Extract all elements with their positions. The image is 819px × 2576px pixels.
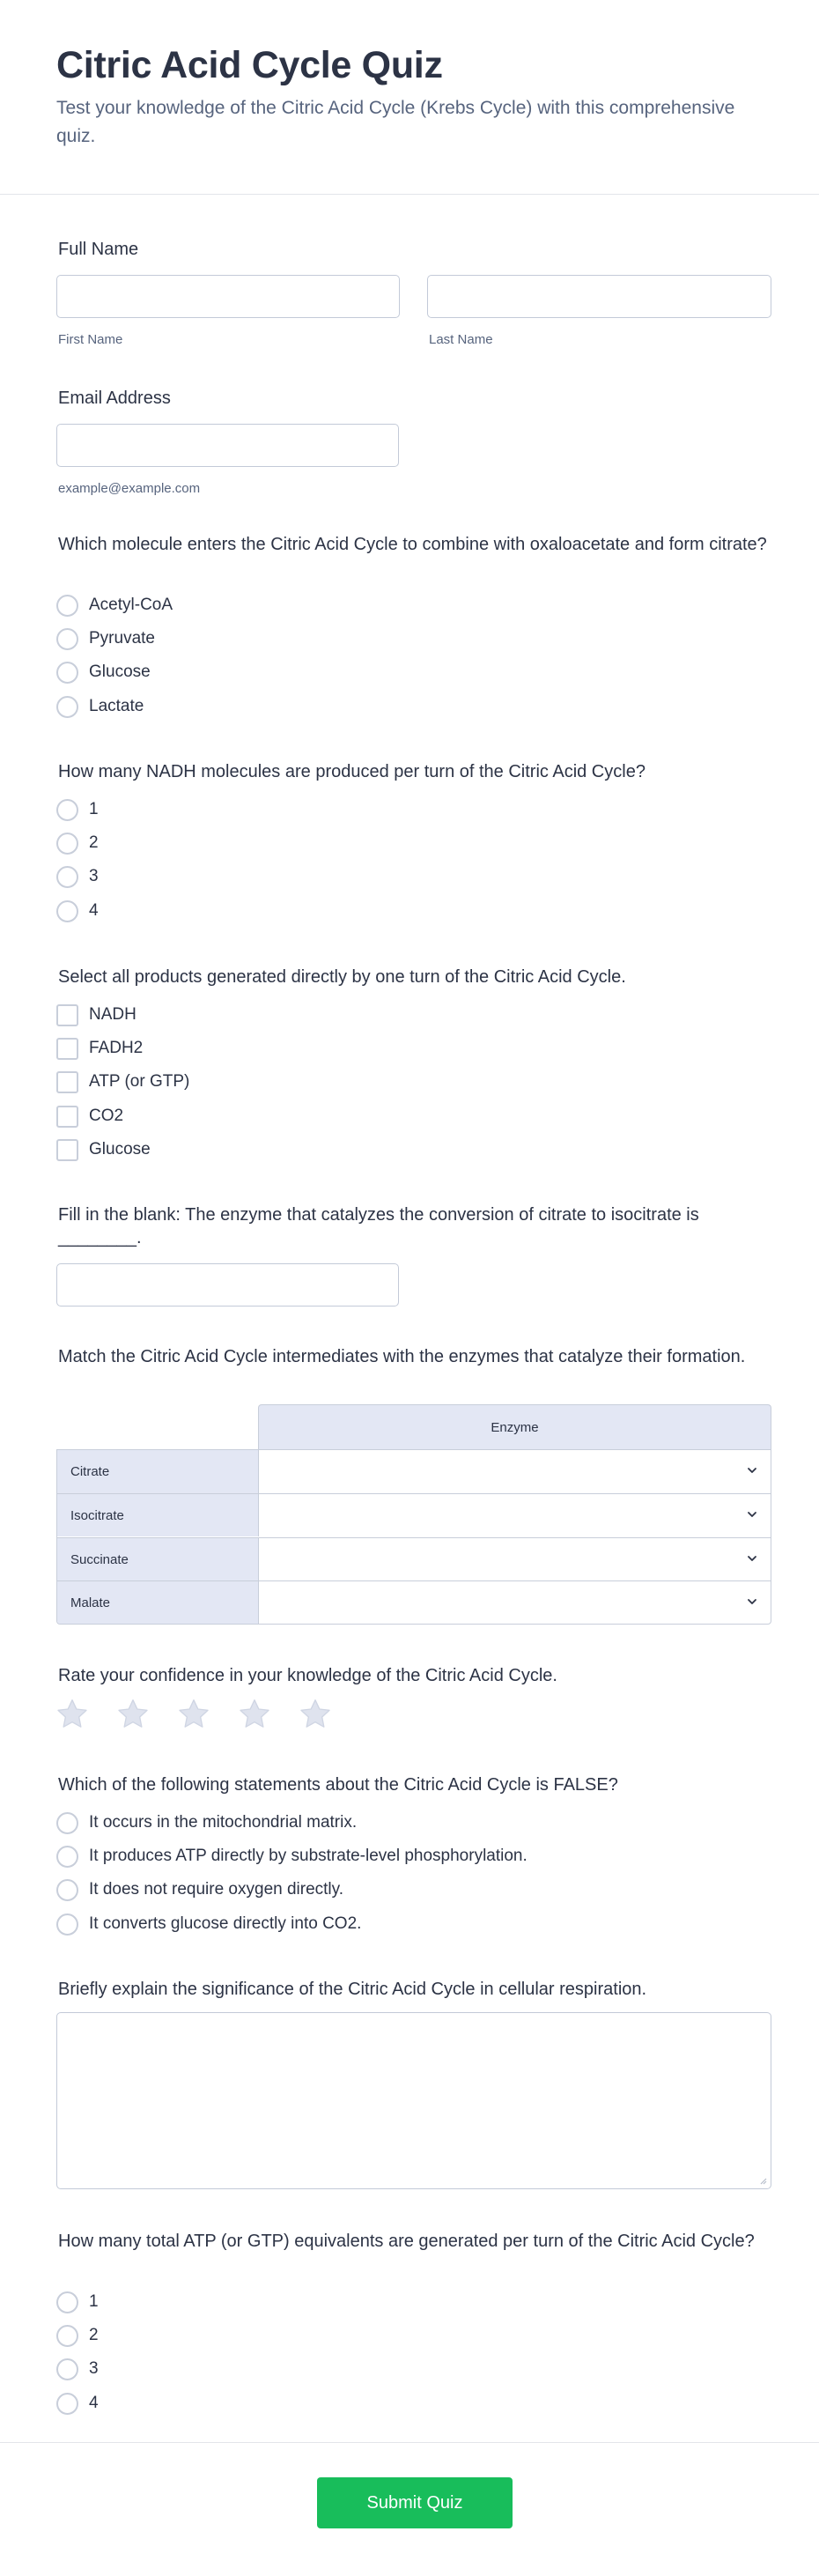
- q3-option[interactable]: [56, 1070, 189, 1094]
- radio-button[interactable]: [56, 1879, 78, 1901]
- radio-button[interactable]: [56, 866, 78, 888]
- question-1-label: Which molecule enters the Citric Acid Cycle to combine with oxaloacetate and form citrate?: [58, 535, 767, 554]
- q2-option[interactable]: [56, 797, 99, 822]
- question-3-label: Select all products generated directly by one turn of the Citric Acid Cycle.: [58, 967, 626, 987]
- email-sublabel: example@example.com: [58, 481, 201, 496]
- submit-button[interactable]: Submit Quiz: [317, 2477, 513, 2528]
- checkbox[interactable]: [56, 1139, 78, 1161]
- q3-option[interactable]: [56, 1137, 151, 1162]
- option-label: Glucose: [89, 663, 151, 681]
- matrix-column-header: Enzyme: [258, 1404, 771, 1449]
- matrix-row: [57, 1493, 771, 1536]
- chevron-down-icon: [746, 1508, 758, 1521]
- star-icon[interactable]: [176, 1697, 211, 1732]
- matrix-row: [57, 1450, 771, 1493]
- option-label: Pyruvate: [89, 629, 155, 648]
- option-label: 2: [89, 833, 99, 852]
- radio-button[interactable]: [56, 833, 78, 855]
- option-label: 2: [89, 2326, 99, 2344]
- question-7-label: Which of the following statements about the Citric Acid Cycle is FALSE?: [58, 1775, 618, 1795]
- option-label: It produces ATP directly by substrate-level phosphorylation.: [89, 1847, 528, 1865]
- checkbox[interactable]: [56, 1004, 78, 1026]
- radio-button[interactable]: [56, 2393, 78, 2415]
- q7-option[interactable]: [56, 1810, 357, 1835]
- last-name-input[interactable]: [427, 275, 771, 318]
- radio-button[interactable]: [56, 595, 78, 617]
- form-footer: [0, 2442, 819, 2576]
- chevron-down-icon: [746, 1552, 758, 1565]
- question-5-label: Match the Citric Acid Cycle intermediates with the enzymes that catalyze their formation.: [58, 1347, 746, 1366]
- full-name-label: Full Name: [58, 240, 139, 259]
- form-header: [0, 0, 819, 195]
- checkbox[interactable]: [56, 1071, 78, 1093]
- option-label: 3: [89, 867, 99, 885]
- q9-option[interactable]: [56, 2357, 99, 2381]
- option-label: NADH: [89, 1005, 136, 1024]
- option-label: 3: [89, 2359, 99, 2378]
- q2-option[interactable]: [56, 899, 99, 923]
- radio-button[interactable]: [56, 1913, 78, 1936]
- radio-button[interactable]: [56, 2325, 78, 2347]
- radio-button[interactable]: [56, 1812, 78, 1834]
- q3-option[interactable]: [56, 1003, 136, 1027]
- first-name-sublabel: First Name: [58, 332, 123, 347]
- option-label: 4: [89, 901, 99, 920]
- matrix-row: [57, 1537, 771, 1580]
- option-label: CO2: [89, 1107, 124, 1125]
- option-label: It occurs in the mitochondrial matrix.: [89, 1813, 358, 1832]
- radio-button[interactable]: [56, 628, 78, 650]
- q1-option[interactable]: [56, 593, 173, 618]
- q9-option[interactable]: [56, 2323, 99, 2348]
- option-label: 1: [89, 800, 99, 818]
- page-title: Citric Acid Cycle Quiz: [56, 44, 443, 86]
- explanation-textarea[interactable]: [56, 2012, 771, 2189]
- q2-option[interactable]: [56, 864, 99, 889]
- email-label: Email Address: [58, 389, 171, 408]
- question-2-label: How many NADH molecules are produced per turn of the Citric Acid Cycle?: [58, 762, 646, 781]
- resize-grip-icon[interactable]: [758, 2176, 767, 2185]
- q1-option[interactable]: [56, 694, 144, 719]
- option-label: ATP (or GTP): [89, 1072, 190, 1091]
- matrix-row: [57, 1580, 771, 1624]
- option-label: It converts glucose directly into CO2.: [89, 1914, 362, 1933]
- radio-button[interactable]: [56, 662, 78, 684]
- q7-option[interactable]: [56, 1912, 361, 1936]
- q7-option[interactable]: [56, 1844, 528, 1869]
- matrix-row-label: Isocitrate: [57, 1494, 259, 1536]
- radio-button[interactable]: [56, 900, 78, 922]
- q7-option[interactable]: [56, 1877, 343, 1902]
- enzyme-select[interactable]: [259, 1581, 771, 1624]
- option-label: Lactate: [89, 697, 144, 715]
- chevron-down-icon: [746, 1595, 758, 1608]
- matrix-row-label: Malate: [57, 1581, 259, 1624]
- enzyme-select[interactable]: [259, 1538, 771, 1580]
- email-input[interactable]: [56, 424, 399, 467]
- q1-option[interactable]: [56, 660, 151, 685]
- enzyme-select[interactable]: [259, 1494, 771, 1536]
- option-label: It does not require oxygen directly.: [89, 1880, 344, 1899]
- matching-matrix: [56, 1404, 771, 1625]
- option-label: Acetyl-CoA: [89, 596, 173, 614]
- question-4-label: Fill in the blank: The enzyme that catalyzes the conversion of citrate to isocitrate is ________.: [58, 1205, 699, 1247]
- q9-option[interactable]: [56, 2391, 99, 2416]
- radio-button[interactable]: [56, 2358, 78, 2380]
- matrix-body: [56, 1449, 771, 1625]
- q9-option[interactable]: [56, 2290, 99, 2314]
- star-icon[interactable]: [298, 1697, 333, 1732]
- question-8-label: Briefly explain the significance of the Citric Acid Cycle in cellular respiration.: [58, 1980, 647, 1999]
- q3-option[interactable]: [56, 1104, 123, 1129]
- matrix-row-label: Succinate: [57, 1538, 259, 1580]
- question-9-label: How many total ATP (or GTP) equivalents are generated per turn of the Citric Acid Cycle?: [58, 2232, 755, 2251]
- radio-button[interactable]: [56, 696, 78, 718]
- radio-button[interactable]: [56, 2291, 78, 2313]
- first-name-input[interactable]: [56, 275, 400, 318]
- star-icon[interactable]: [115, 1697, 151, 1732]
- checkbox[interactable]: [56, 1038, 78, 1060]
- option-label: Glucose: [89, 1140, 151, 1158]
- radio-button[interactable]: [56, 799, 78, 821]
- q1-option[interactable]: [56, 626, 155, 651]
- q3-option[interactable]: [56, 1036, 143, 1061]
- matrix-row-label: Citrate: [57, 1450, 259, 1493]
- radio-button[interactable]: [56, 1846, 78, 1868]
- star-icon[interactable]: [237, 1697, 272, 1732]
- option-label: FADH2: [89, 1039, 144, 1057]
- option-label: 4: [89, 2394, 99, 2412]
- checkbox[interactable]: [56, 1106, 78, 1128]
- enzyme-select[interactable]: [259, 1450, 771, 1493]
- fill-blank-input[interactable]: [56, 1263, 399, 1307]
- chevron-down-icon: [746, 1464, 758, 1477]
- last-name-sublabel: Last Name: [429, 332, 493, 347]
- option-label: 1: [89, 2292, 99, 2311]
- question-6-label: Rate your confidence in your knowledge of the Citric Acid Cycle.: [58, 1666, 557, 1685]
- q2-option[interactable]: [56, 831, 99, 855]
- page-subtitle: Test your knowledge of the Citric Acid Cycle (Krebs Cycle) with this comprehensive quiz.: [56, 98, 735, 146]
- star-icon[interactable]: [55, 1697, 90, 1732]
